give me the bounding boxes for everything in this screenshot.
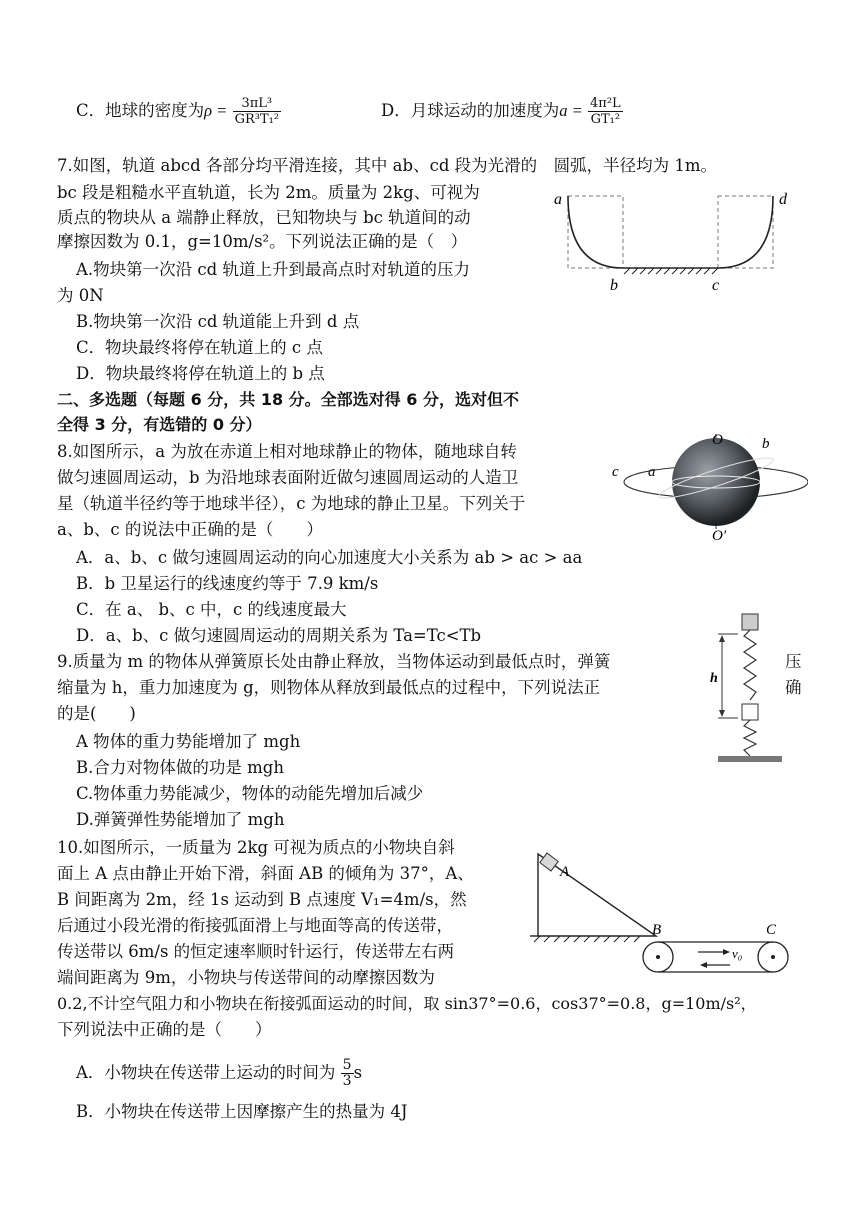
q8-option-b: B．b 卫星运行的线速度约等于 7.9 km/s bbox=[76, 574, 379, 593]
q8-stem-line4: a、b、c 的说法中正确的是（ ） bbox=[57, 520, 323, 539]
q7-label-a: a bbox=[554, 191, 562, 208]
q10-label-B: B bbox=[652, 922, 662, 938]
q10-stem-line6: 端间距离为 9m，小物块与传送带间的动摩擦因数为 bbox=[57, 968, 435, 987]
q9-spring-lower bbox=[744, 720, 756, 756]
q9-stem-line3: 的是( ) bbox=[57, 704, 136, 723]
q10-option-b: B．小物块在传送带上因摩擦产生的热量为 4J bbox=[76, 1102, 408, 1121]
q10-stem-line4: 后通过小段光滑的衔接弧面滑上与地面等高的传送带， bbox=[57, 916, 453, 935]
q6-option-d: D．月球运动的加速度为a = $\frac{\text{4π²L}}{\text{GT₁²}}$ bbox=[381, 96, 621, 127]
q7-right-dashed-box bbox=[718, 196, 773, 268]
q8-option-d: D．a、b、c 做匀速圆周运动的周期关系为 Ta=Tc<Tb bbox=[76, 626, 482, 645]
q9-stem-line1: 9.质量为 m 的物体从弹簧原长处由静止释放，当物体运动到最低点时，弹簧 bbox=[57, 652, 611, 671]
q9-option-c: C.物体重力势能减少，物体的动能先增加后减少 bbox=[76, 784, 424, 803]
q10-stem-line5: 传送带以 6m/s 的恒定速率顺时针运行，传送带左右两 bbox=[57, 942, 455, 961]
q9-spring-upper bbox=[744, 630, 756, 700]
q9-option-a: A 物体的重力势能增加了 mgh bbox=[76, 732, 301, 751]
q8-earth-figure bbox=[608, 432, 808, 542]
q7-stem-line4: 摩擦因数为 0.1，g=10m/s²。下列说法正确的是（ ） bbox=[57, 232, 468, 251]
q9-h-arrowhead-up bbox=[719, 635, 725, 642]
q7-option-a-line1: A.物块第一次沿 cd 轨道上升到最高点时对轨道的压力 bbox=[76, 260, 470, 279]
q8-label-b: b bbox=[762, 436, 770, 452]
q10-a-fraction: $\frac{5}{3}$ bbox=[342, 1057, 352, 1089]
q9-block-top bbox=[742, 614, 758, 630]
q7-option-c: C．物块最终将停在轨道上的 c 点 bbox=[76, 338, 323, 357]
q7-stem-line1: 7.如图，轨道 abcd 各部分均平滑连接，其中 ab、cd 段为光滑的 圆弧，半径均为 1m。 bbox=[57, 156, 718, 175]
q6-c-fraction: $\frac{\text{3πL³}}{\text{GR³T₁²}}$ bbox=[234, 96, 280, 127]
q6-d-fraction: $\frac{\text{4π²L}}{\text{GT₁²}}$ bbox=[590, 96, 621, 127]
q7-arc-cd bbox=[718, 196, 773, 268]
q7-stem-line3: 质点的物块从 a 端静止释放，已知物块与 bc 轨道间的动 bbox=[57, 208, 471, 227]
q10-label-C: C bbox=[766, 922, 777, 938]
q7-track-figure bbox=[548, 186, 798, 296]
q10-label-A: A bbox=[560, 864, 570, 880]
q7-label-b: b bbox=[610, 277, 618, 294]
q10-stem-line3: B 间距离为 2m，经 1s 运动到 B 点速度 V₁=4m/s，然 bbox=[57, 890, 467, 909]
q10-incline-conveyor-figure bbox=[530, 846, 795, 976]
q8-label-O: O bbox=[712, 432, 723, 448]
q9-option-d: D.弹簧弹性势能增加了 mgh bbox=[76, 810, 285, 829]
q10-stem-line2: 面上 A 点由静止开始下滑，斜面 AB 的倾角为 37°，A、 bbox=[57, 864, 474, 883]
q9-block-bottom bbox=[742, 704, 758, 720]
q9-stem-line2: 缩量为 h，重力加速度为 g，则物体从释放到最低点的过程中，下列说法正 bbox=[57, 678, 601, 697]
q8-earth bbox=[672, 438, 760, 526]
q9-stem-line1-tail: 压 bbox=[785, 652, 802, 671]
q8-label-Oprime: O′ bbox=[712, 528, 727, 542]
q9-option-b: B.合力对物体做的功是 mgh bbox=[76, 758, 284, 777]
q7-left-dashed-box bbox=[568, 196, 623, 268]
q7-stem-line2: bc 段是粗糙水平直轨道，长为 2m。质量为 2kg、可视为 bbox=[57, 183, 480, 202]
q10-block bbox=[540, 853, 558, 871]
q10-stem-line1: 10.如图所示，一质量为 2kg 可视为质点的小物块自斜 bbox=[57, 838, 455, 857]
q10-ground-hatch bbox=[534, 936, 640, 942]
q9-spring-figure bbox=[708, 612, 788, 768]
q7-arc-ab bbox=[568, 196, 623, 268]
q10-stem-line8: 下列说法中正确的是（ ） bbox=[57, 1020, 272, 1039]
q8-label-c: c bbox=[612, 464, 619, 480]
q7-option-b: B.物块第一次沿 cd 轨道能上升到 d 点 bbox=[76, 312, 360, 331]
q8-stem-line3: 星（轨道半径约等于地球半径），c 为地球的静止卫星。下列关于 bbox=[57, 494, 526, 513]
q7-option-d: D．物块最终将停在轨道上的 b 点 bbox=[76, 364, 325, 383]
q6-option-c: C．地球的密度为ρ = $\frac{\text{3πL³}}{\text{GR³T₁²}}$ bbox=[76, 96, 280, 127]
q8-stem-line1: 8.如图所示，a 为放在赤道上相对地球静止的物体，随地球自转 bbox=[57, 442, 517, 461]
q9-stem-line2-tail: 确 bbox=[785, 678, 802, 697]
section-header-line2: 全得 3 分，有选错的 0 分） bbox=[57, 415, 262, 434]
q9-label-h: h bbox=[710, 671, 718, 686]
q8-stem-line2: 做匀速圆周运动，b 为沿地球表面附近做匀速圆周运动的人造卫 bbox=[57, 468, 519, 487]
section-header-line1: 二、多选题（每题 6 分，共 18 分。全部选对得 6 分，选对但不 bbox=[57, 390, 519, 409]
q7-label-d: d bbox=[779, 191, 787, 208]
q10-label-v0: v₀ bbox=[732, 946, 743, 961]
q7-label-c: c bbox=[712, 277, 720, 294]
q8-option-c: C．在 a、 b、c 中，c 的线速度最大 bbox=[76, 600, 347, 619]
q9-ground bbox=[718, 756, 782, 762]
q7-hatch bbox=[624, 268, 718, 274]
q10-stem-line7: 0.2,不计空气阻力和小物块在衔接弧面运动的时间，取 sin37°=0.6，cos37°=0.8，g=10m/s²， bbox=[57, 994, 757, 1013]
q8-label-a: a bbox=[648, 464, 656, 480]
q10-incline bbox=[538, 854, 656, 936]
q9-h-arrowhead-down bbox=[719, 710, 725, 717]
q8-option-a: A．a、b、c 做匀速圆周运动的向心加速度大小关系为 ab > ac > aa bbox=[76, 548, 583, 567]
q10-option-a: A．小物块在传送带上运动的时间为 $\frac{5}{3}$ s bbox=[76, 1057, 363, 1089]
q7-option-a-line2: 为 0N bbox=[57, 286, 104, 305]
